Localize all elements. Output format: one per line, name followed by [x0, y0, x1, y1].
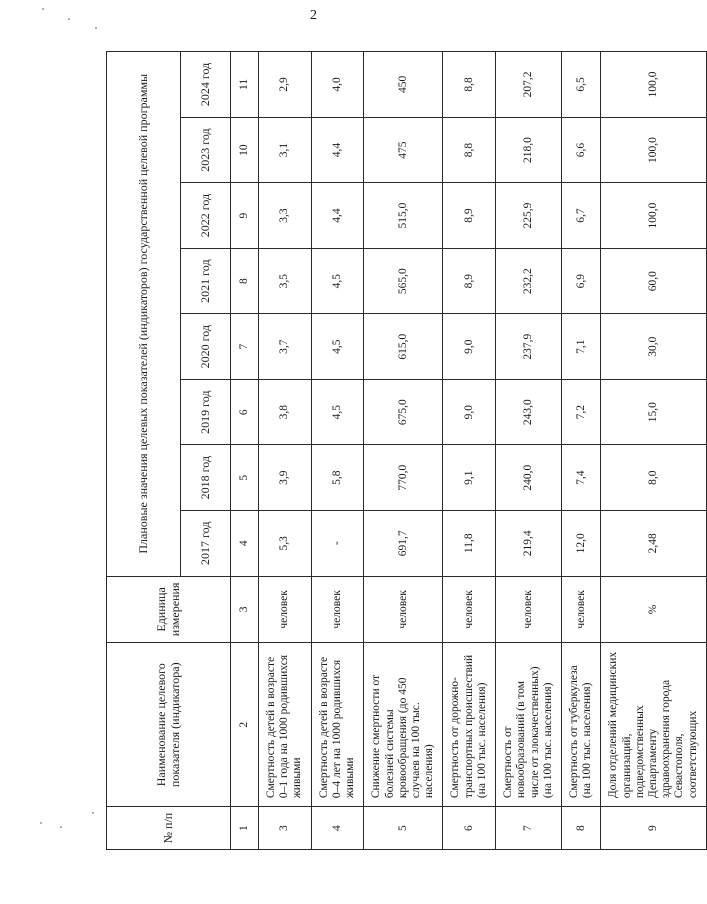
- unit: человек: [364, 576, 443, 643]
- value-cell: 60,0: [601, 248, 707, 314]
- value-cell: 218,0: [496, 117, 562, 183]
- scan-speck: [60, 826, 62, 828]
- row-index: 5: [364, 807, 443, 850]
- scan-speck: [42, 8, 44, 10]
- value-cell: 4,0: [311, 52, 364, 118]
- value-cell: 100,0: [601, 52, 707, 118]
- header-name: Наименование целевого показателя (индикатора): [107, 643, 231, 807]
- value-cell: 207,2: [496, 52, 562, 118]
- value-cell: 4,4: [311, 183, 364, 249]
- value-cell: 243,0: [496, 379, 562, 445]
- value-cell: -: [311, 510, 364, 576]
- header-year: 2022 год: [181, 183, 231, 249]
- value-cell: 565,0: [364, 248, 443, 314]
- column-number: 1: [231, 807, 259, 850]
- row-index: 4: [311, 807, 364, 850]
- value-cell: 6,7: [561, 183, 600, 249]
- value-cell: 4,5: [311, 379, 364, 445]
- header-year: 2024 год: [181, 52, 231, 118]
- indicator-name: Смертность от новообразований (в том числе от злокачественных) (на 100 тыс. населения): [496, 643, 562, 807]
- column-number: 8: [231, 248, 259, 314]
- column-number: 10: [231, 117, 259, 183]
- column-number: 7: [231, 314, 259, 380]
- value-cell: 4,5: [311, 314, 364, 380]
- header-year: 2021 год: [181, 248, 231, 314]
- value-cell: 3,3: [259, 183, 312, 249]
- value-cell: 8,9: [443, 183, 496, 249]
- column-number: 2: [231, 643, 259, 807]
- value-cell: 8,8: [443, 117, 496, 183]
- value-cell: 8,9: [443, 248, 496, 314]
- column-number: 4: [231, 510, 259, 576]
- value-cell: 100,0: [601, 183, 707, 249]
- column-number: 6: [231, 379, 259, 445]
- unit: человек: [561, 576, 600, 643]
- row-index: 9: [601, 807, 707, 850]
- value-cell: 9,0: [443, 314, 496, 380]
- table-wrapper: [106, 51, 699, 850]
- indicator-name: Смертность детей в возрасте 0–1 года на 1000 родившихся живыми: [259, 643, 312, 807]
- value-cell: 515,0: [364, 183, 443, 249]
- value-cell: 770,0: [364, 445, 443, 511]
- value-cell: 100,0: [601, 117, 707, 183]
- table-row: [311, 52, 364, 850]
- scan-speck: [95, 27, 97, 29]
- scan-speck: [40, 822, 42, 824]
- value-cell: 450: [364, 52, 443, 118]
- table-row: [601, 52, 707, 850]
- value-cell: 11,8: [443, 510, 496, 576]
- value-cell: 5,8: [311, 445, 364, 511]
- header-planned-group: Плановые значения целевых показателей (индикаторов) государственной целевой программы: [107, 52, 181, 577]
- row-index: 7: [496, 807, 562, 850]
- scan-speck: [68, 18, 70, 20]
- indicator-name: Доля отделений медицинских организаций, подведомственных Департаменту здравоохранения города Севастополя, соответствующих: [601, 643, 707, 807]
- value-cell: 615,0: [364, 314, 443, 380]
- value-cell: 9,0: [443, 379, 496, 445]
- row-index: 6: [443, 807, 496, 850]
- value-cell: 6,6: [561, 117, 600, 183]
- unit: человек: [259, 576, 312, 643]
- indicator-name: Смертность от туберкулеза (на 100 тыс. населения): [561, 643, 600, 807]
- value-cell: 240,0: [496, 445, 562, 511]
- value-cell: 7,1: [561, 314, 600, 380]
- value-cell: 6,5: [561, 52, 600, 118]
- header-index: № п/п: [107, 807, 231, 850]
- value-cell: 6,9: [561, 248, 600, 314]
- value-cell: 237,9: [496, 314, 562, 380]
- value-cell: 2,48: [601, 510, 707, 576]
- value-cell: 3,5: [259, 248, 312, 314]
- column-number: 3: [231, 576, 259, 643]
- value-cell: 5,3: [259, 510, 312, 576]
- value-cell: 9,1: [443, 445, 496, 511]
- row-index: 3: [259, 807, 312, 850]
- table-row: [364, 52, 443, 850]
- unit: человек: [443, 576, 496, 643]
- column-number: 5: [231, 445, 259, 511]
- value-cell: 232,2: [496, 248, 562, 314]
- value-cell: 3,7: [259, 314, 312, 380]
- value-cell: 2,9: [259, 52, 312, 118]
- value-cell: 4,5: [311, 248, 364, 314]
- unit: %: [601, 576, 707, 643]
- header-year: 2018 год: [181, 445, 231, 511]
- value-cell: 8,8: [443, 52, 496, 118]
- value-cell: 3,9: [259, 445, 312, 511]
- value-cell: 225,9: [496, 183, 562, 249]
- header-year: 2019 год: [181, 379, 231, 445]
- indicators-table: [106, 51, 707, 850]
- value-cell: 7,2: [561, 379, 600, 445]
- value-cell: 7,4: [561, 445, 600, 511]
- table-row: [443, 52, 496, 850]
- value-cell: 15,0: [601, 379, 707, 445]
- value-cell: 12,0: [561, 510, 600, 576]
- header-year: 2020 год: [181, 314, 231, 380]
- table-row: [496, 52, 562, 850]
- value-cell: 219,4: [496, 510, 562, 576]
- table-row: [561, 52, 600, 850]
- indicator-name: Смертность от дорожно-транспортных происшествий (на 100 тыс. населения): [443, 643, 496, 807]
- value-cell: 475: [364, 117, 443, 183]
- row-index: 8: [561, 807, 600, 850]
- value-cell: 30,0: [601, 314, 707, 380]
- header-unit: Единица измерения: [107, 576, 231, 643]
- column-number: 11: [231, 52, 259, 118]
- unit: человек: [496, 576, 562, 643]
- value-cell: 3,1: [259, 117, 312, 183]
- header-year: 2017 год: [181, 510, 231, 576]
- indicator-name: Смертность детей в возрасте 0–4 лет на 1000 родившихся живыми: [311, 643, 364, 807]
- value-cell: 3,8: [259, 379, 312, 445]
- value-cell: 4,4: [311, 117, 364, 183]
- page-number: 2: [310, 8, 317, 23]
- scan-speck: [92, 812, 94, 814]
- column-number: 9: [231, 183, 259, 249]
- header-year: 2023 год: [181, 117, 231, 183]
- value-cell: 675,0: [364, 379, 443, 445]
- unit: человек: [311, 576, 364, 643]
- value-cell: 8,0: [601, 445, 707, 511]
- table-row: [259, 52, 312, 850]
- value-cell: 691,7: [364, 510, 443, 576]
- indicator-name: Снижение смертности от болезней системы кровообращения (до 450 случаев на 100 тыс. населения): [364, 643, 443, 807]
